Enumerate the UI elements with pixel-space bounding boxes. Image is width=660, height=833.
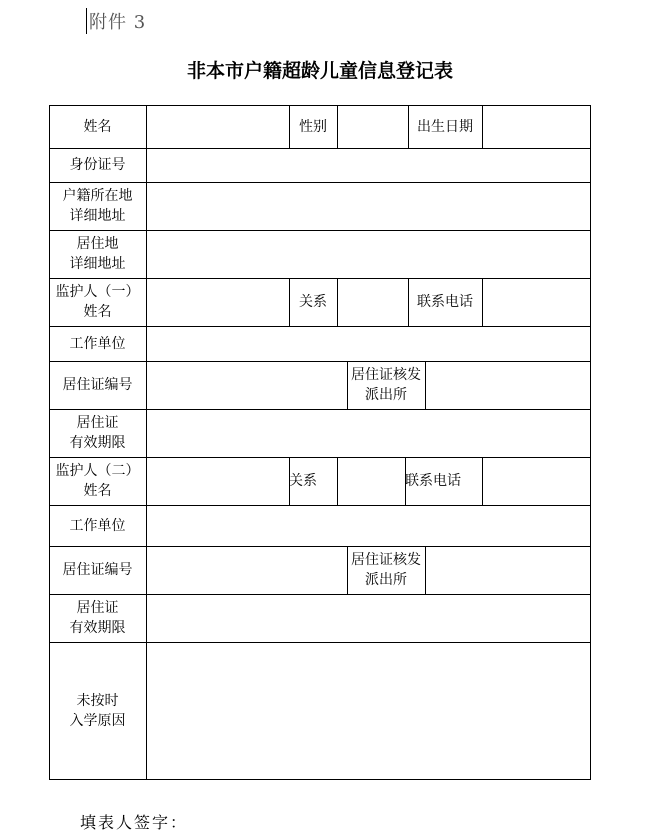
- guardian2-permit-no-field[interactable]: [147, 547, 347, 594]
- guardian1-relation-field[interactable]: [338, 279, 408, 326]
- gender-label: 性别: [299, 118, 327, 135]
- text-cursor: [86, 8, 87, 34]
- guardian2-name-field[interactable]: [147, 458, 289, 505]
- gender-field[interactable]: [338, 106, 408, 148]
- guardian2-validity-field[interactable]: [147, 595, 590, 642]
- guardian1-permit-no-field[interactable]: [147, 362, 347, 409]
- name-field[interactable]: [147, 106, 289, 148]
- residence-address-field[interactable]: [147, 231, 590, 278]
- hukou-address-field[interactable]: [147, 183, 590, 230]
- guardian2-permit-no-label: 居住证编号: [62, 562, 133, 578]
- id-number-field[interactable]: [147, 149, 590, 182]
- guardian2-relation-field[interactable]: [338, 458, 405, 505]
- residence-address-label: 居住地 详细地址: [69, 236, 126, 272]
- annex-label: 附件 3: [89, 12, 147, 33]
- birth-date-field[interactable]: [483, 106, 590, 148]
- guardian2-issuing-office-field[interactable]: [426, 547, 590, 594]
- signer-label: 填表人签字：: [80, 813, 189, 832]
- guardian1-phone-field[interactable]: [483, 279, 590, 326]
- guardian1-phone-label: 联系电话: [417, 294, 473, 310]
- guardian1-workplace-field[interactable]: [147, 327, 590, 361]
- reason-field[interactable]: [147, 643, 590, 779]
- id-number-label: 身份证号: [69, 157, 126, 173]
- guardian1-issuing-office-field[interactable]: [426, 362, 590, 409]
- guardian1-name-label: 监护人（一） 姓名: [55, 284, 140, 320]
- guardian1-name-field[interactable]: [147, 279, 289, 326]
- hukou-address-label: 户籍所在地 详细地址: [62, 188, 133, 224]
- guardian2-validity-label: 居住证 有效期限: [69, 600, 126, 636]
- birth-date-label: 出生日期: [417, 118, 473, 135]
- name-label: 姓名: [83, 118, 112, 135]
- guardian2-phone-label: 联系电话: [405, 473, 461, 489]
- guardian2-workplace-field[interactable]: [147, 506, 590, 546]
- guardian1-issuing-office-label: 居住证核发 派出所: [351, 367, 421, 403]
- guardian1-permit-no-label: 居住证编号: [62, 377, 133, 393]
- page-title: 非本市户籍超龄儿童信息登记表: [186, 60, 453, 82]
- guardian2-workplace-label: 工作单位: [69, 517, 126, 534]
- reason-label: 未按时 入学原因: [69, 692, 126, 729]
- guardian2-phone-field[interactable]: [483, 458, 590, 505]
- guardian1-validity-label: 居住证 有效期限: [69, 415, 126, 451]
- guardian1-workplace-label: 工作单位: [69, 335, 126, 352]
- guardian2-name-label: 监护人（二） 姓名: [55, 463, 140, 499]
- guardian1-relation-label: 关系: [299, 294, 327, 310]
- guardian2-relation-label: 关系: [289, 473, 317, 489]
- guardian2-issuing-office-label: 居住证核发 派出所: [351, 552, 421, 588]
- guardian1-validity-field[interactable]: [147, 410, 590, 457]
